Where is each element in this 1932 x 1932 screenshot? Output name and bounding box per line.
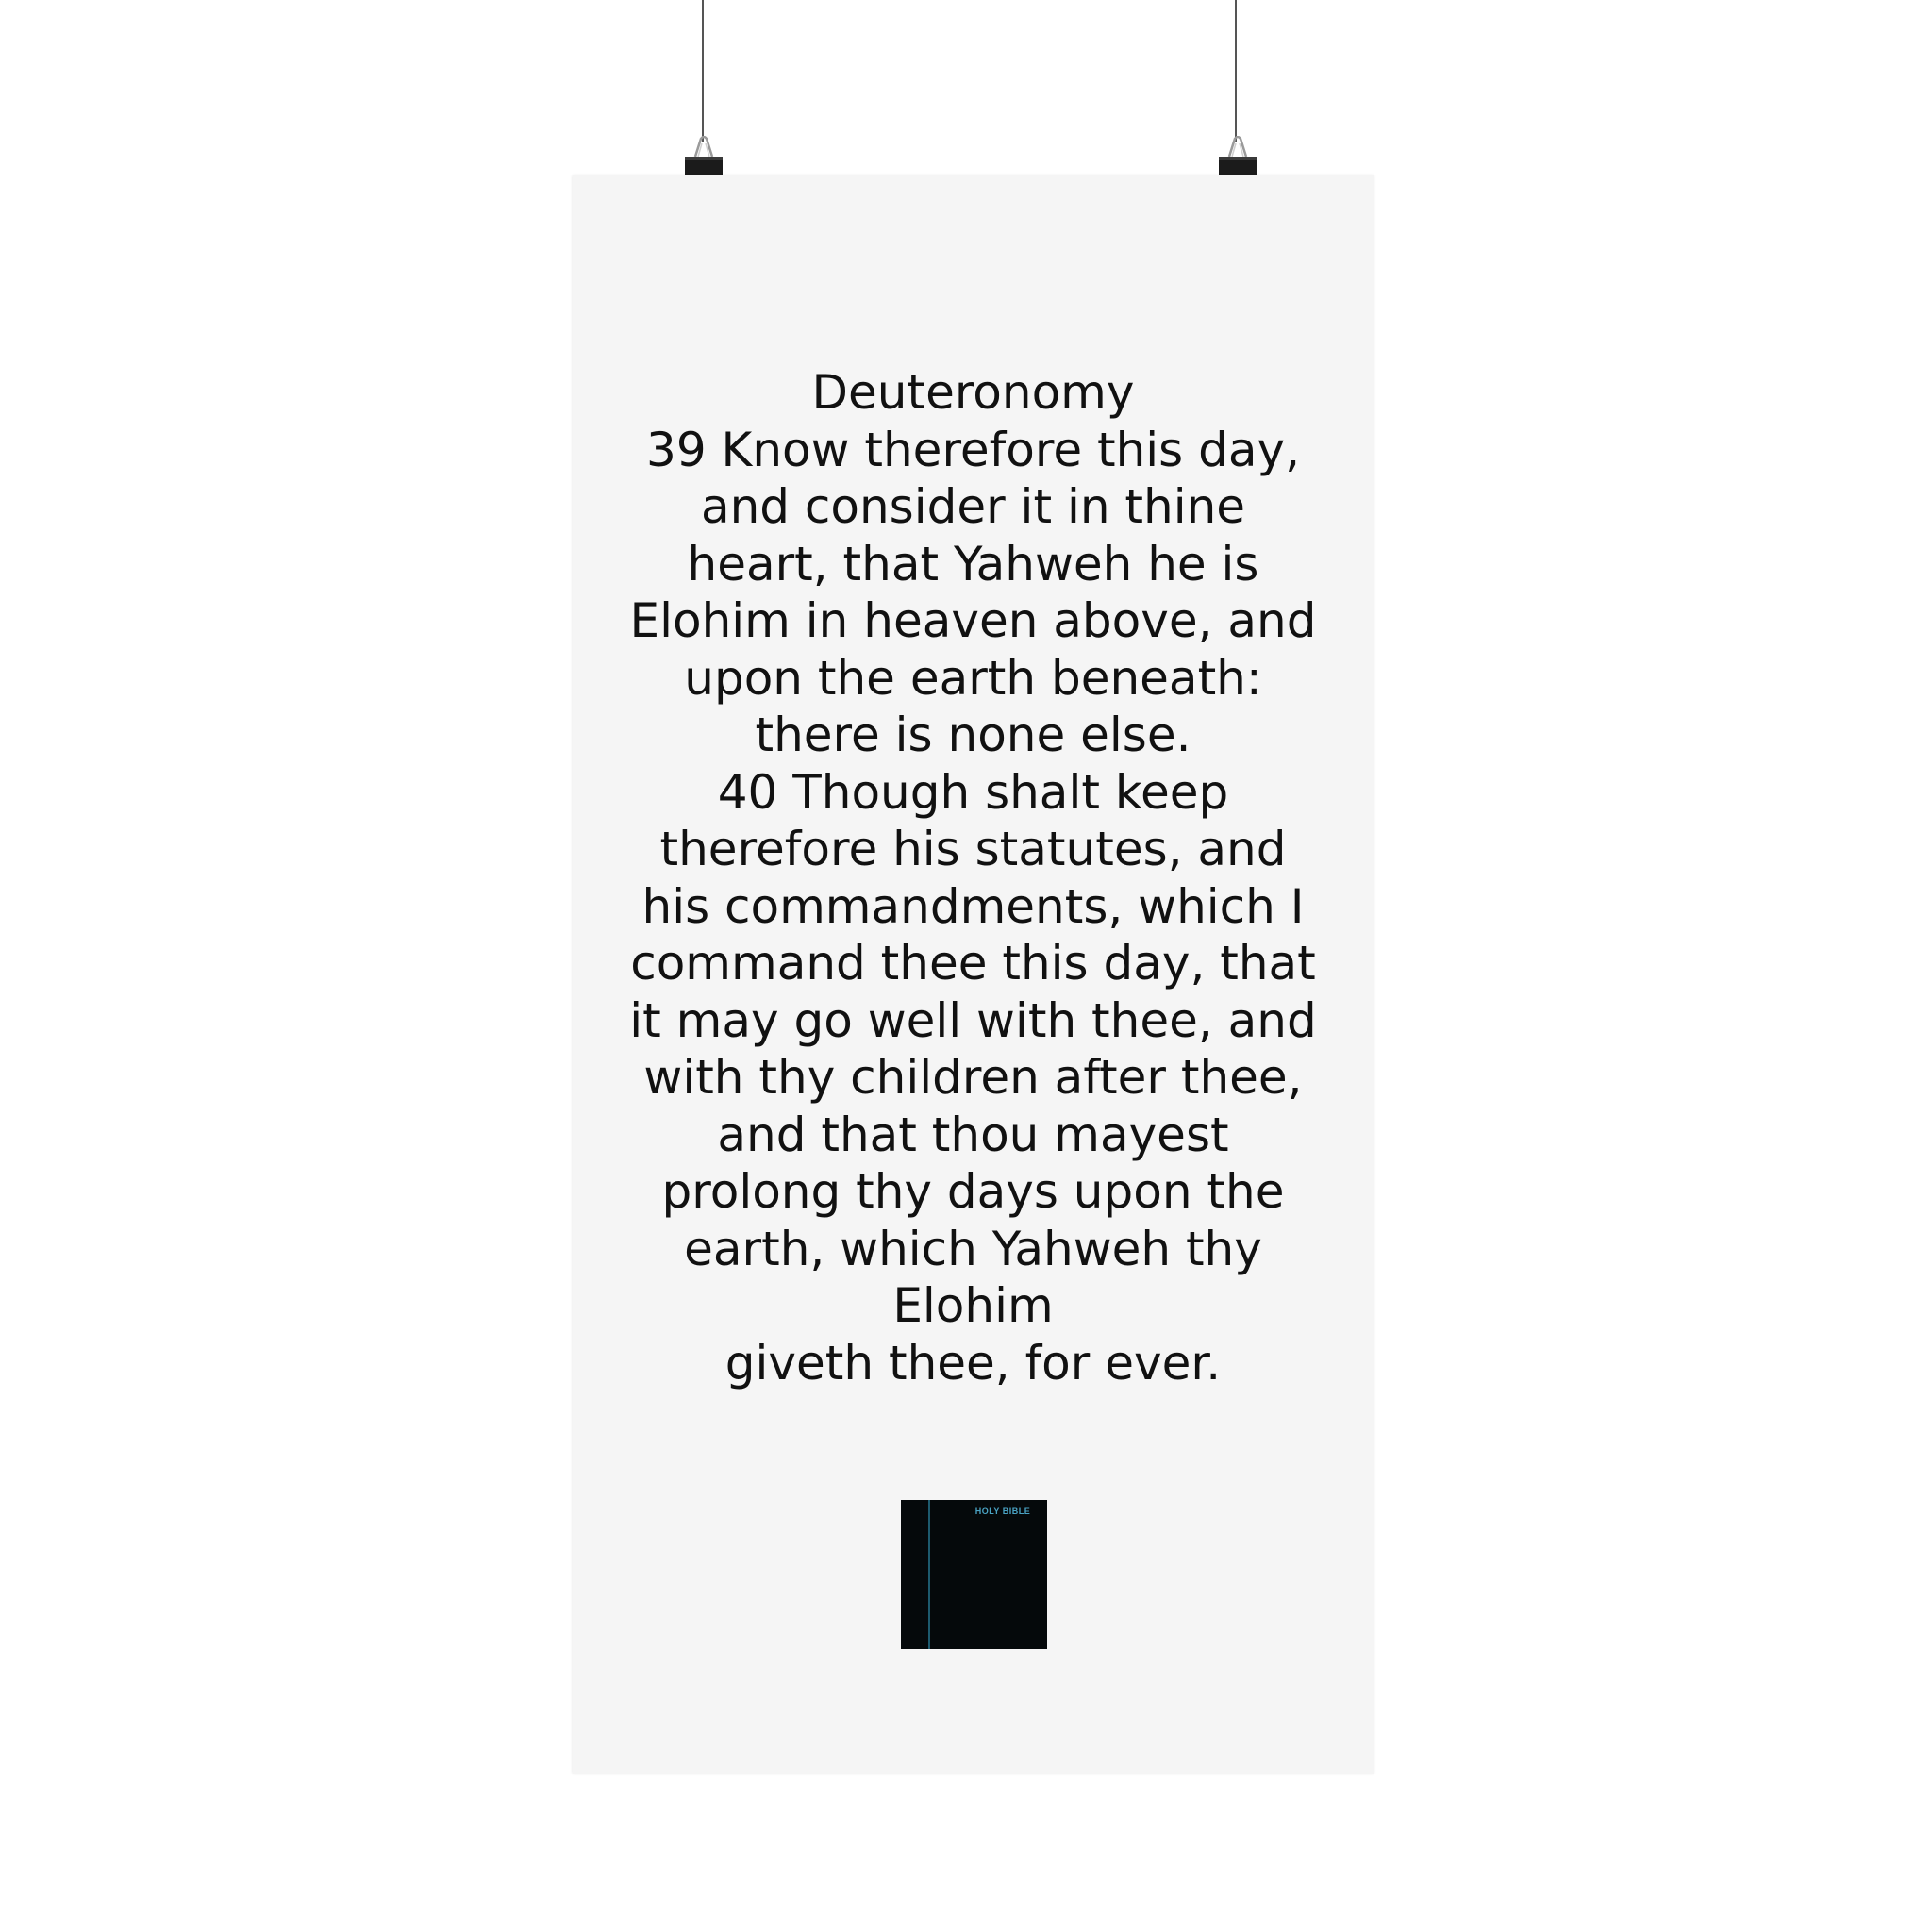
verse-line: prolong thy days upon the [661,1164,1285,1219]
verse-text [610,364,1336,1391]
svg-text:HOLY BIBLE: HOLY BIBLE [974,1507,1031,1516]
verse-line: Elohim in heaven above, and [629,593,1317,648]
poster [573,175,1374,1774]
verse-line: 39 Know therefore this day, [646,422,1300,477]
hanging-wire-left [702,0,704,142]
verse-line: and consider it in thine [700,479,1246,534]
verse-line: his commandments, which I [641,878,1305,934]
verse-line: upon the earth beneath: [684,650,1262,706]
verse-line: it may go well with thee, and [629,992,1317,1048]
verse-line: giveth thee, for ever. [724,1335,1222,1391]
verse-line: 40 Though shalt keep [717,764,1229,820]
verse-line: there is none else. [755,708,1191,762]
verse-line: heart, that Yahweh he is [687,536,1259,591]
hanging-wire-right [1235,0,1237,142]
verse-line: earth, which Yahweh thy [684,1221,1262,1276]
bible-spine [928,1500,930,1649]
verse-line: with thy children after thee, [643,1050,1303,1105]
poster-title: Deuteronomy [811,365,1135,420]
verse-line: command thee this day, that [630,936,1316,991]
verse-line: and that thou mayest [717,1107,1229,1162]
verse-line: Elohim [892,1278,1054,1333]
holy-bible-image [901,1500,1047,1649]
verse-line: therefore his statutes, and [659,822,1287,876]
holy-bible-logo [970,1505,1036,1518]
